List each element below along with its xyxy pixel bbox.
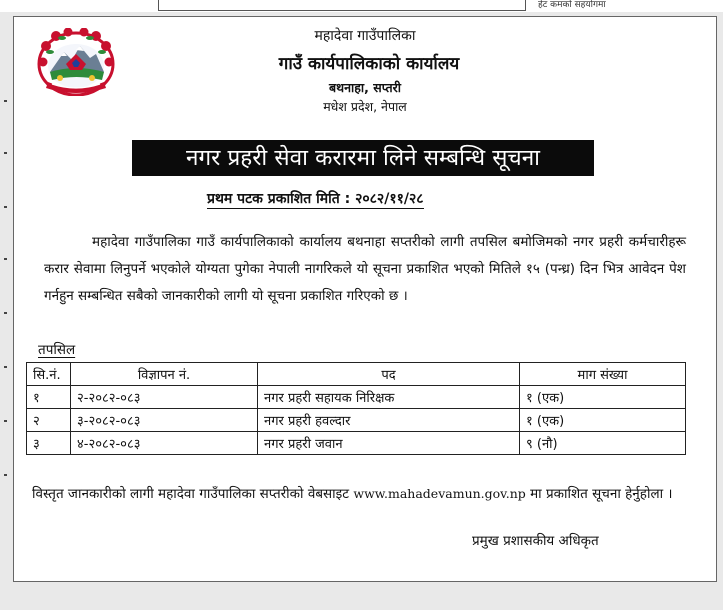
footer-note (32, 481, 704, 507)
notice-document (13, 16, 717, 582)
signatory-title: प्रमुख प्रशासकीय अधिकृत (472, 533, 599, 549)
top-strip (0, 0, 723, 12)
office-name: गाउँ कार्यपालिकाको कार्यालय (278, 54, 460, 74)
col-header-post: पद (258, 363, 520, 386)
office-location: बथनाहा, सप्तरी (328, 80, 402, 95)
demand-cell: १ (एक) (520, 409, 686, 432)
website-link[interactable]: www.mahadevamun.gov.np (353, 486, 526, 501)
post-cell: नगर प्रहरी हवल्दार (258, 409, 520, 432)
advert-no-cell: ३-२०८२-०८३ (71, 409, 258, 432)
post-cell: नगर प्रहरी सहायक निरिक्षक (258, 386, 520, 409)
previous-notice-box (158, 0, 526, 11)
top-strip-text: हेट कमको सहयोगमा (538, 0, 606, 10)
col-header-demand: माग संख्या (520, 363, 686, 386)
notice-title-banner: नगर प्रहरी सेवा करारमा लिने सम्बन्धि सूचना (132, 140, 594, 176)
demand-cell: ९ (नौ) (520, 432, 686, 455)
serial-cell: ३ (27, 432, 71, 455)
positions-table (26, 362, 686, 455)
table-row (27, 386, 686, 409)
first-publication-date: प्रथम पटक प्रकाशित मिति : २०८२/११/२८ (207, 191, 424, 207)
serial-cell: २ (27, 409, 71, 432)
demand-cell: १ (एक) (520, 386, 686, 409)
table-row (27, 409, 686, 432)
col-header-serial: सि.नं. (27, 363, 71, 386)
schedule-label: तपसिल (38, 342, 76, 358)
post-cell: नगर प्रहरी जवान (258, 432, 520, 455)
municipality-name: महादेवा गाउँपालिका (314, 28, 416, 44)
province-country: मधेश प्रदेश, नेपाल (323, 99, 407, 114)
notice-body-paragraph: महादेवा गाउँपालिका गाउँ कार्यपालिकाको कार्यालय बथनाहा सप्तरीको लागी तपसिल बमोजिमको नगर प्रहरी कर्मचारीहरू करार सेवामा लिनुपर्ने भएकोले योग्यता पुगेका नेपाली नागरिकले यो सूचना प्रकाशित भएको मितिले १५ (पन्ध्र) दिन भित्र आवेदन पेश गर्नहुन सम्बन्धित सबैको जानकारीको लागी यो सूचना प्रकाशित गरिएको छ । (44, 234, 686, 304)
table-header-row (27, 363, 686, 386)
table-row (27, 432, 686, 455)
footer-text-after: मा प्रकाशित सूचना हेर्नुहोला । (530, 486, 673, 502)
advert-no-cell: २-२०८२-०८३ (71, 386, 258, 409)
serial-cell: १ (27, 386, 71, 409)
footer-text-before: विस्तृत जानकारीको लागी महादेवा गाउँपालिका सप्तरीको वेबसाइट (32, 486, 350, 502)
col-header-advert-no: विज्ञापन नं. (71, 363, 258, 386)
advert-no-cell: ४-२०८२-०८३ (71, 432, 258, 455)
